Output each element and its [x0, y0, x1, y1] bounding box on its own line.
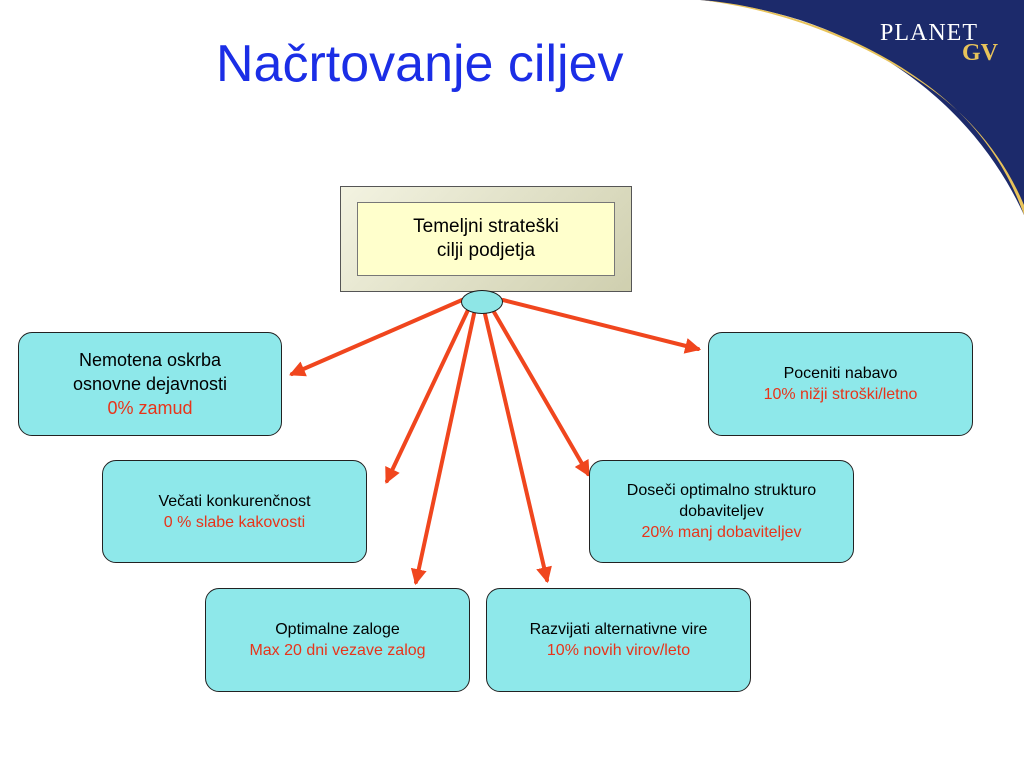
arrow-to-goal-4	[494, 312, 588, 474]
root-goal-label	[357, 202, 615, 276]
goal-label: osnovne dejavnosti	[72, 374, 228, 394]
goal-target: 20% manj dobaviteljev	[641, 524, 802, 541]
goal-box-inventory	[205, 588, 470, 692]
arrow-to-goal-2	[503, 300, 698, 349]
goal-box-supplier-structure	[589, 460, 854, 563]
goal-label: Razvijati alternativne vire	[529, 621, 708, 638]
goal-label: dobaviteljev	[679, 503, 764, 520]
root-goal-line2: cilji podjetja	[436, 240, 536, 261]
page-title: Načrtovanje ciljev	[216, 35, 624, 93]
root-goal-line1: Temeljni strateški	[413, 216, 559, 237]
root-goal-box	[340, 186, 632, 292]
logo-text: PLANET	[880, 20, 978, 46]
hub-node	[461, 290, 503, 314]
goal-label: Nemotena oskrba	[78, 350, 222, 370]
goal-label: Večati konkurenčnost	[158, 492, 311, 510]
goal-target: 10% novih virov/leto	[546, 642, 691, 659]
goal-box-procurement-cost	[708, 332, 973, 436]
goal-box-competitiveness	[102, 460, 367, 563]
goal-box-supply	[18, 332, 282, 436]
goal-box-alternative-sources	[486, 588, 751, 692]
goal-label: Poceniti nabavo	[783, 365, 898, 382]
goal-target: 0% zamud	[107, 398, 193, 418]
arrow-to-goal-6	[485, 314, 547, 580]
logo-mark-icon: GV	[962, 40, 998, 66]
goal-label: Optimalne zaloge	[275, 621, 400, 638]
goal-target: 10% nižji stroški/letno	[763, 386, 918, 403]
goal-target: 0 % slabe kakovosti	[163, 513, 306, 531]
goal-target: Max 20 dni vezave zalog	[249, 642, 426, 659]
arrow-to-goal-1	[292, 300, 462, 374]
goal-label: Doseči optimalno strukturo	[626, 482, 817, 499]
